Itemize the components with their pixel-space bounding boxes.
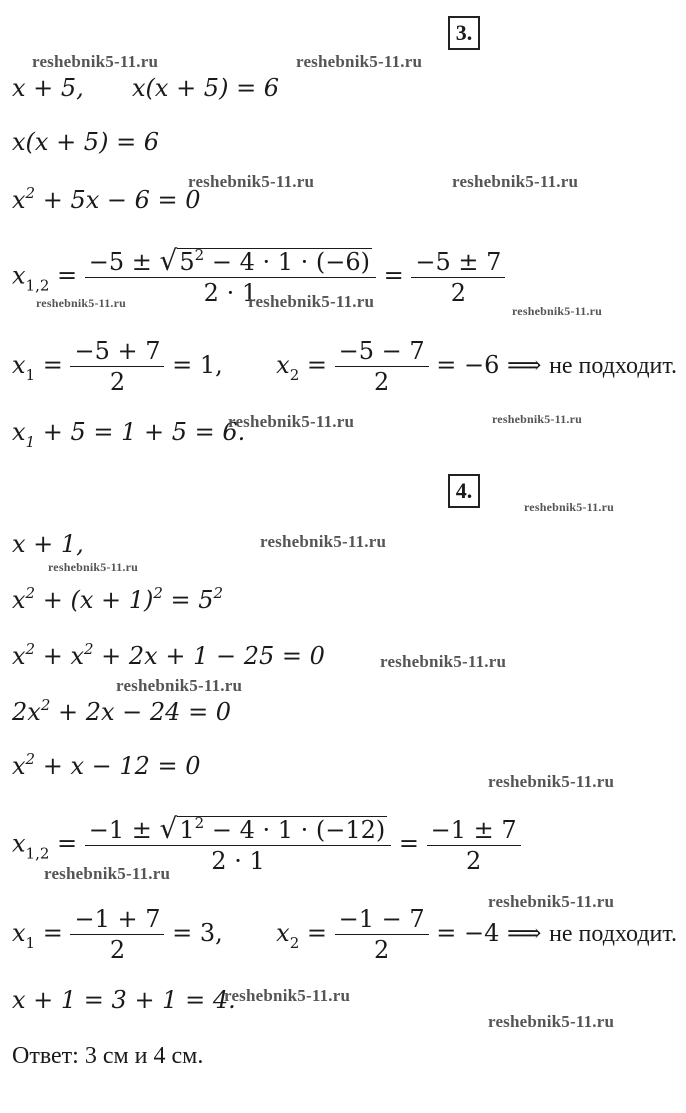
watermark: reshebnik5-11.ru xyxy=(488,1012,615,1031)
p3-line-2: x(x + 5) = 6 xyxy=(12,128,160,156)
p3-check: $x_1 + 5 = 1 + 5 = 6$. xyxy=(12,418,246,451)
watermark: reshebnik5-11.ru xyxy=(48,560,138,574)
p4-line-2: $x^2 + (x + 1)^2 = 5^2$ xyxy=(12,584,224,614)
p3-discriminant: $x_{1,2}$ = $\frac{-5 \pm √5^2 - 4 \cdot 1 \cdot (-6)}{2 \cdot 1}$ = $\frac{-5 \pm 7}{2}$ xyxy=(12,246,505,308)
watermark: reshebnik5-11.ru xyxy=(488,892,615,911)
watermark: reshebnik5-11.ru xyxy=(488,772,615,791)
watermark: reshebnik5-11.ru xyxy=(512,304,602,318)
answer: Ответ: 3 см и 4 см. xyxy=(12,1043,204,1069)
watermark: reshebnik5-11.ru xyxy=(224,986,351,1005)
p3-roots: $x_1$ = $\frac{-5 + 7}{2}$ = 1, $x_2$ = $\frac{-5 - 7}{2}$ = −6 ⟹ не подходит. xyxy=(12,337,678,396)
watermark: reshebnik5-11.ru xyxy=(36,296,126,310)
p4-line-4: $2x^2 + 2x - 24 = 0$ xyxy=(12,696,232,726)
watermark: reshebnik5-11.ru xyxy=(380,652,507,671)
watermark: reshebnik5-11.ru xyxy=(452,172,579,191)
watermark: reshebnik5-11.ru xyxy=(296,52,423,71)
watermark: reshebnik5-11.ru xyxy=(32,52,159,71)
watermark: reshebnik5-11.ru xyxy=(492,412,582,426)
problem-3-number: 3. xyxy=(448,16,480,50)
p3-line-1b: x(x + 5) = 6 xyxy=(132,74,280,102)
problem-4-number: 4. xyxy=(448,474,480,508)
p4-discriminant: $x_{1,2}$ = $\frac{-1 \pm √1^2 - 4 \cdot 1 \cdot (-12)}{2 \cdot 1}$ = $\frac{-1 \pm 7}{2}$ xyxy=(12,814,521,876)
watermark: reshebnik5-11.ru xyxy=(188,172,315,191)
p4-line-5: $x^2 + x - 12 = 0$ xyxy=(12,750,201,780)
watermark: reshebnik5-11.ru xyxy=(248,292,375,311)
watermark: reshebnik5-11.ru xyxy=(260,532,387,551)
p4-check: x + 1 = 3 + 1 = 4. xyxy=(12,986,236,1014)
p3-line-3: $x^2 + 5x - 6 = 0$ xyxy=(12,184,201,214)
p4-line-1: x + 1, xyxy=(12,530,84,558)
p3-line-1a: x + 5, xyxy=(12,74,84,102)
watermark: reshebnik5-11.ru xyxy=(228,412,355,431)
watermark: reshebnik5-11.ru xyxy=(116,676,243,695)
watermark: reshebnik5-11.ru xyxy=(44,864,171,883)
watermark: reshebnik5-11.ru xyxy=(524,500,614,514)
p4-line-3: $x^2 + x^2 + 2x + 1 - 25 = 0$ xyxy=(12,640,325,670)
p4-roots: $x_1$ = $\frac{-1 + 7}{2}$ = 3, $x_2$ = $\frac{-1 - 7}{2}$ = −4 ⟹ не подходит. xyxy=(12,905,678,964)
